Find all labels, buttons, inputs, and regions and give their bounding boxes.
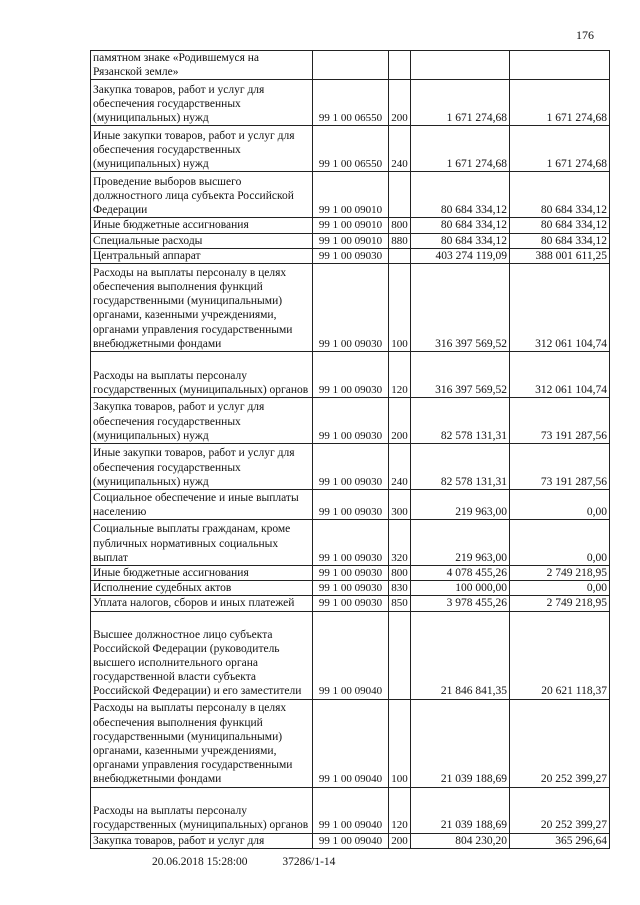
row-name: памятном знаке «Родившемуся на Рязанской земле» [91, 51, 313, 80]
row-name: Исполнение судебных актов [91, 581, 313, 596]
row-sum-1: 1 671 274,68 [411, 126, 510, 172]
row-vr-code: 120 [389, 352, 411, 398]
row-sum-2: 1 671 274,68 [510, 126, 610, 172]
row-name: Иные бюджетные ассигнования [91, 218, 313, 233]
table-row [91, 566, 610, 581]
row-name: Высшее должностное лицо субъекта Российской Федерации (руководитель высшего исполнительного органа государственной власти субъекта Российской Федерации) и его заместители [91, 611, 313, 699]
table-row [91, 787, 610, 833]
row-name: Иные закупки товаров, работ и услуг для обеспечения государственных (муниципальных) нужд [91, 444, 313, 490]
row-sum-2: 312 061 104,74 [510, 264, 610, 352]
row-sum-2: 80 684 334,12 [510, 218, 610, 233]
row-sum-1: 21 039 188,69 [411, 699, 510, 787]
table-row [91, 80, 610, 126]
row-vr-code [389, 611, 411, 699]
footer-registration-number: 37286/1-14 [282, 856, 336, 868]
row-csr-code: 99 1 00 09030 [313, 566, 389, 581]
row-vr-code: 100 [389, 699, 411, 787]
row-sum-2: 73 191 287,56 [510, 444, 610, 490]
table-row [91, 248, 610, 263]
row-vr-code: 240 [389, 126, 411, 172]
table-row [91, 51, 610, 80]
row-sum-1: 100 000,00 [411, 581, 510, 596]
row-sum-1: 4 078 455,26 [411, 566, 510, 581]
row-sum-2: 80 684 334,12 [510, 233, 610, 248]
row-csr-code: 99 1 00 09030 [313, 596, 389, 611]
table-row [91, 611, 610, 699]
row-sum-1: 1 671 274,68 [411, 80, 510, 126]
footer [152, 856, 335, 868]
table-row [91, 581, 610, 596]
row-sum-2: 0,00 [510, 520, 610, 566]
row-csr-code: 99 1 00 09040 [313, 699, 389, 787]
row-sum-1: 80 684 334,12 [411, 218, 510, 233]
row-vr-code: 830 [389, 581, 411, 596]
row-sum-1: 403 274 119,09 [411, 248, 510, 263]
row-sum-2: 80 684 334,12 [510, 172, 610, 218]
row-vr-code: 800 [389, 218, 411, 233]
row-sum-1: 316 397 569,52 [411, 264, 510, 352]
row-sum-1: 219 963,00 [411, 490, 510, 520]
row-csr-code: 99 1 00 09010 [313, 218, 389, 233]
row-name: Специальные расходы [91, 233, 313, 248]
row-name: Центральный аппарат [91, 248, 313, 263]
table-row [91, 172, 610, 218]
row-name: Иные закупки товаров, работ и услуг для обеспечения государственных (муниципальных) нужд [91, 126, 313, 172]
row-sum-1: 80 684 334,12 [411, 233, 510, 248]
row-sum-1: 219 963,00 [411, 520, 510, 566]
row-csr-code: 99 1 00 09030 [313, 444, 389, 490]
row-name: Расходы на выплаты персоналу в целях обеспечения выполнения функций государственными (муниципальными) органами, казенными учреждениями, органами управления государственными внебюджетными фондами [91, 264, 313, 352]
row-name: Расходы на выплаты персоналу в целях обеспечения выполнения функций государственными (муниципальными) органами, казенными учреждениями, органами управления государственными внебюджетными фондами [91, 699, 313, 787]
row-sum-1: 80 684 334,12 [411, 172, 510, 218]
row-csr-code: 99 1 00 06550 [313, 126, 389, 172]
row-csr-code: 99 1 00 09030 [313, 490, 389, 520]
row-sum-2: 0,00 [510, 490, 610, 520]
row-name: Социальное обеспечение и иные выплаты населению [91, 490, 313, 520]
row-vr-code: 850 [389, 596, 411, 611]
row-sum-2: 365 296,64 [510, 833, 610, 848]
row-vr-code [389, 51, 411, 80]
budget-table [90, 50, 610, 849]
row-vr-code [389, 172, 411, 218]
row-name: Расходы на выплаты персоналу государственных (муниципальных) органов [91, 787, 313, 833]
row-csr-code: 99 1 00 09040 [313, 833, 389, 848]
row-name: Закупка товаров, работ и услуг для [91, 833, 313, 848]
row-name: Проведение выборов высшего должностного лица субъекта Российской Федерации [91, 172, 313, 218]
row-sum-1: 82 578 131,31 [411, 398, 510, 444]
table-row [91, 264, 610, 352]
row-sum-2: 0,00 [510, 581, 610, 596]
row-sum-2: 20 621 118,37 [510, 611, 610, 699]
row-vr-code: 100 [389, 264, 411, 352]
table-row [91, 596, 610, 611]
table-row [91, 699, 610, 787]
row-csr-code: 99 1 00 09030 [313, 398, 389, 444]
row-sum-2 [510, 51, 610, 80]
table-row [91, 233, 610, 248]
footer-timestamp: 20.06.2018 15:28:00 [152, 856, 248, 868]
row-csr-code: 99 1 00 09010 [313, 172, 389, 218]
row-csr-code: 99 1 00 09040 [313, 787, 389, 833]
table-row [91, 398, 610, 444]
row-sum-1: 316 397 569,52 [411, 352, 510, 398]
row-vr-code: 120 [389, 787, 411, 833]
row-name: Иные бюджетные ассигнования [91, 566, 313, 581]
row-name: Закупка товаров, работ и услуг для обеспечения государственных (муниципальных) нужд [91, 80, 313, 126]
row-csr-code: 99 1 00 09030 [313, 264, 389, 352]
row-csr-code: 99 1 00 09040 [313, 611, 389, 699]
row-sum-2: 388 001 611,25 [510, 248, 610, 263]
row-sum-1 [411, 51, 510, 80]
row-vr-code: 320 [389, 520, 411, 566]
row-name: Закупка товаров, работ и услуг для обеспечения государственных (муниципальных) нужд [91, 398, 313, 444]
row-vr-code: 800 [389, 566, 411, 581]
row-name: Уплата налогов, сборов и иных платежей [91, 596, 313, 611]
page-number: 176 [576, 28, 594, 42]
table-body [91, 51, 610, 849]
row-vr-code: 300 [389, 490, 411, 520]
row-sum-1: 21 039 188,69 [411, 787, 510, 833]
table-row [91, 833, 610, 848]
table-row [91, 444, 610, 490]
row-csr-code: 99 1 00 09010 [313, 233, 389, 248]
row-csr-code: 99 1 00 09030 [313, 520, 389, 566]
row-sum-2: 312 061 104,74 [510, 352, 610, 398]
table-row [91, 126, 610, 172]
row-csr-code [313, 51, 389, 80]
row-vr-code: 240 [389, 444, 411, 490]
row-sum-1: 21 846 841,35 [411, 611, 510, 699]
row-name: Социальные выплаты гражданам, кроме публичных нормативных социальных выплат [91, 520, 313, 566]
row-csr-code: 99 1 00 09030 [313, 248, 389, 263]
row-csr-code: 99 1 00 09030 [313, 581, 389, 596]
row-sum-2: 2 749 218,95 [510, 566, 610, 581]
row-vr-code: 880 [389, 233, 411, 248]
row-sum-2: 73 191 287,56 [510, 398, 610, 444]
table-row [91, 520, 610, 566]
table-row [91, 490, 610, 520]
row-csr-code: 99 1 00 09030 [313, 352, 389, 398]
row-sum-1: 3 978 455,26 [411, 596, 510, 611]
row-vr-code: 200 [389, 398, 411, 444]
row-sum-2: 1 671 274,68 [510, 80, 610, 126]
row-name: Расходы на выплаты персоналу государственных (муниципальных) органов [91, 352, 313, 398]
row-csr-code: 99 1 00 06550 [313, 80, 389, 126]
row-sum-1: 804 230,20 [411, 833, 510, 848]
row-vr-code: 200 [389, 833, 411, 848]
row-sum-1: 82 578 131,31 [411, 444, 510, 490]
row-vr-code: 200 [389, 80, 411, 126]
row-vr-code [389, 248, 411, 263]
row-sum-2: 20 252 399,27 [510, 699, 610, 787]
row-sum-2: 20 252 399,27 [510, 787, 610, 833]
table-row [91, 352, 610, 398]
table-row [91, 218, 610, 233]
row-sum-2: 2 749 218,95 [510, 596, 610, 611]
